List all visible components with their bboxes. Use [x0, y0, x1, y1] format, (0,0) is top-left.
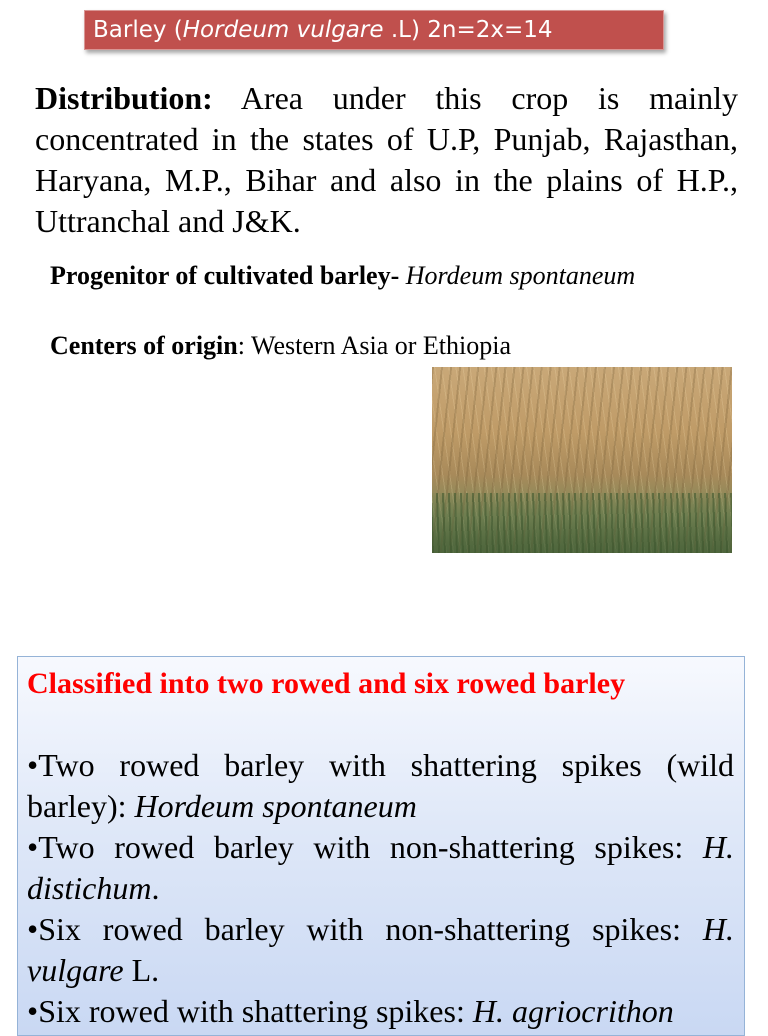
centers-value: : Western Asia or Ethiopia	[237, 331, 512, 360]
distribution-paragraph	[35, 78, 738, 242]
item-species: H. vulgare	[27, 911, 734, 988]
title-scientific-name: Hordeum vulgare	[182, 17, 384, 43]
progenitor-label: Progenitor of cultivated barley-	[50, 261, 400, 290]
classification-item-six-rowed-non-shattering	[27, 909, 734, 991]
classification-box	[17, 656, 745, 1036]
progenitor-value: Hordeum spontaneum	[399, 261, 636, 290]
item-text: •Two rowed barley with shattering spikes (wild barley):	[27, 747, 734, 824]
item-text: •Two rowed barley with non-shattering spikes:	[27, 829, 703, 865]
item-text: •Six rowed with shattering spikes:	[27, 993, 473, 1029]
barley-field-photo	[432, 367, 732, 553]
item-suffix: .	[151, 870, 160, 906]
item-suffix: L.	[123, 952, 160, 988]
item-species: Hordeum spontaneum	[134, 788, 417, 824]
title-prefix: Barley (	[93, 17, 183, 43]
barley-stems	[432, 493, 732, 553]
centers-of-origin-line	[50, 330, 511, 362]
item-species: H. distichum	[27, 829, 734, 906]
classification-heading: Classified into two rowed and six rowed barley	[27, 667, 626, 700]
centers-label: Centers of origin	[50, 331, 238, 360]
classification-item-two-rowed-non-shattering	[27, 827, 734, 909]
distribution-label: Distribution:	[35, 80, 213, 116]
classification-item-two-rowed-shattering	[27, 745, 734, 827]
progenitor-line	[50, 260, 635, 292]
classification-list	[27, 745, 734, 1032]
item-species: H. agriocrithon	[472, 993, 674, 1029]
classification-item-six-rowed-shattering	[27, 991, 734, 1032]
slide-title	[84, 10, 664, 50]
item-text: •Six rowed barley with non-shattering spikes:	[27, 911, 703, 947]
distribution-text: Area under this crop is mainly concentrated in the states of U.P, Punjab, Rajasthan, Haryana, M.P., Bihar and also in the plains of H.P., Uttranchal and J&K.	[35, 80, 738, 239]
title-suffix: .L) 2n=2x=14	[383, 17, 553, 43]
